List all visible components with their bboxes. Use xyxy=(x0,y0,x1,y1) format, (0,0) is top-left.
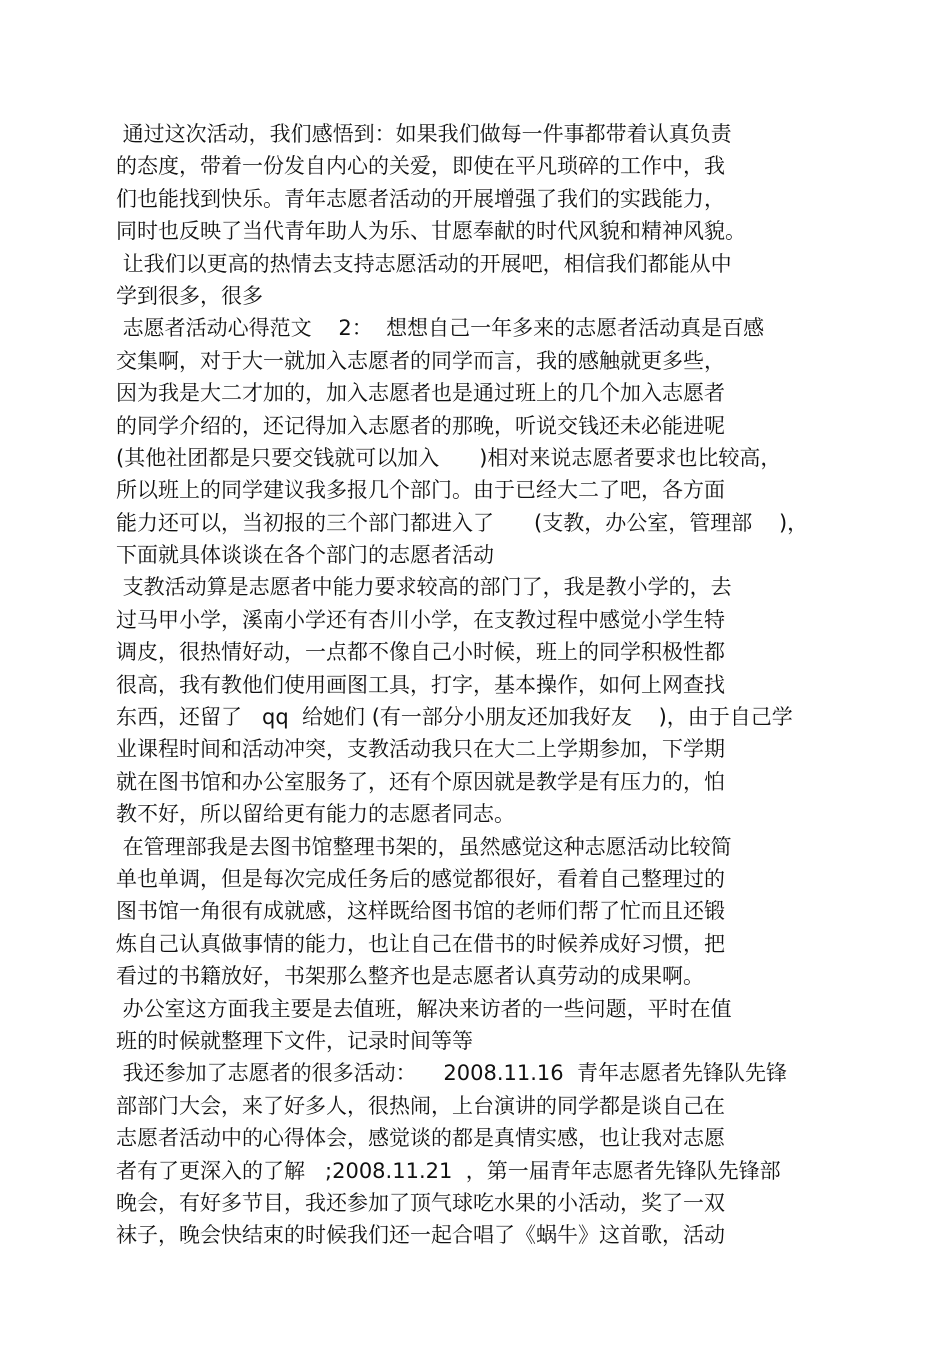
text-line: 调皮，很热情好动，一点都不像自己小时候，班上的同学积极性都 xyxy=(116,640,725,665)
text-line: 袜子，晚会快结束的时候我们还一起合唱了《蜗牛》这首歌，活动 xyxy=(116,1223,725,1248)
text-line: 志愿者活动心得范文 2： 想想自己一年多来的志愿者活动真是百感 xyxy=(116,316,765,341)
text-line: 让我们以更高的热情去支持志愿活动的开展吧，相信我们都能从中 xyxy=(116,251,732,276)
text-line: 图书馆一角很有成就感，这样既给图书馆的老师们帮了忙而且还锻 xyxy=(116,899,725,924)
text-line: 就在图书馆和办公室服务了，还有个原因就是教学是有压力的，怕 xyxy=(116,769,725,794)
text-line: 支教活动算是志愿者中能力要求较高的部门了，我是教小学的，去 xyxy=(116,575,732,600)
text-line: 者有了更深入的了解 ;2008.11.21 ，第一届青年志愿者先锋队先锋部 xyxy=(116,1158,781,1183)
text-line: 能力还可以，当初报的三个部门都进入了 (支教，办公室，管理部 )， xyxy=(116,510,809,535)
text-line: 因为我是大二才加的，加入志愿者也是通过班上的几个加入志愿者 xyxy=(116,381,725,406)
text-line: 教不好，所以留给更有能力的志愿者同志。 xyxy=(116,802,515,827)
text-line: 单也单调，但是每次完成任务后的感觉都很好，看着自己整理过的 xyxy=(116,866,725,891)
text-line: 很高，我有教他们使用画图工具，打字，基本操作，如何上网查找 xyxy=(116,672,725,697)
text-line: 业课程时间和活动冲突，支教活动我只在大二上学期参加，下学期 xyxy=(116,737,725,762)
text-line: 东西，还留了 qq 给她们 (有一部分小朋友还加我好友 )，由于自己学 xyxy=(116,705,793,730)
text-line: 看过的书籍放好，书架那么整齐也是志愿者认真劳动的成果啊。 xyxy=(116,964,704,989)
text-line: 交集啊，对于大一就加入志愿者的同学而言，我的感触就更多些， xyxy=(116,348,725,373)
text-line: 志愿者活动中的心得体会，感觉谈的都是真情实感，也让我对志愿 xyxy=(116,1126,725,1151)
text-line: 我还参加了志愿者的很多活动： 2008.11.16 青年志愿者先锋队先锋 xyxy=(116,1061,787,1086)
text-line: 在管理部我是去图书馆整理书架的，虽然感觉这种志愿活动比较简 xyxy=(116,834,732,859)
text-line: (其他社团都是只要交钱就可以加入 )相对来说志愿者要求也比较高， xyxy=(116,445,782,470)
text-line: 学到很多，很多 xyxy=(116,283,263,308)
text-line: 班的时候就整理下文件，记录时间等等 xyxy=(116,1028,473,1053)
text-line: 过马甲小学，溪南小学还有杏川小学，在支教过程中感觉小学生特 xyxy=(116,607,725,632)
text-line: 同时也反映了当代青年助人为乐、甘愿奉献的时代风貌和精神风貌。 xyxy=(116,219,746,244)
text-line: 的态度，带着一份发自内心的关爱，即使在平凡琐碎的工作中，我 xyxy=(116,154,725,179)
text-line: 所以班上的同学建议我多报几个部门。由于已经大二了吧，各方面 xyxy=(116,478,725,503)
text-line: 下面就具体谈谈在各个部门的志愿者活动 xyxy=(116,543,494,568)
text-line: 晚会，有好多节目，我还参加了顶气球吃水果的小活动，奖了一双 xyxy=(116,1190,725,1215)
text-line: 办公室这方面我主要是去值班，解决来访者的一些问题，平时在值 xyxy=(116,996,732,1021)
text-line: 的同学介绍的，还记得加入志愿者的那晚，听说交钱还未必能进呢 xyxy=(116,413,725,438)
body-text xyxy=(116,118,836,1252)
text-line: 们也能找到快乐。青年志愿者活动的开展增强了我们的实践能力， xyxy=(116,186,725,211)
text-line: 通过这次活动，我们感悟到：如果我们做每一件事都带着认真负责 xyxy=(116,122,732,146)
text-line: 炼自己认真做事情的能力，也让自己在借书的时候养成好习惯，把 xyxy=(116,931,725,956)
text-line: 部部门大会，来了好多人，很热闹，上台演讲的同学都是谈自己在 xyxy=(116,1093,725,1118)
